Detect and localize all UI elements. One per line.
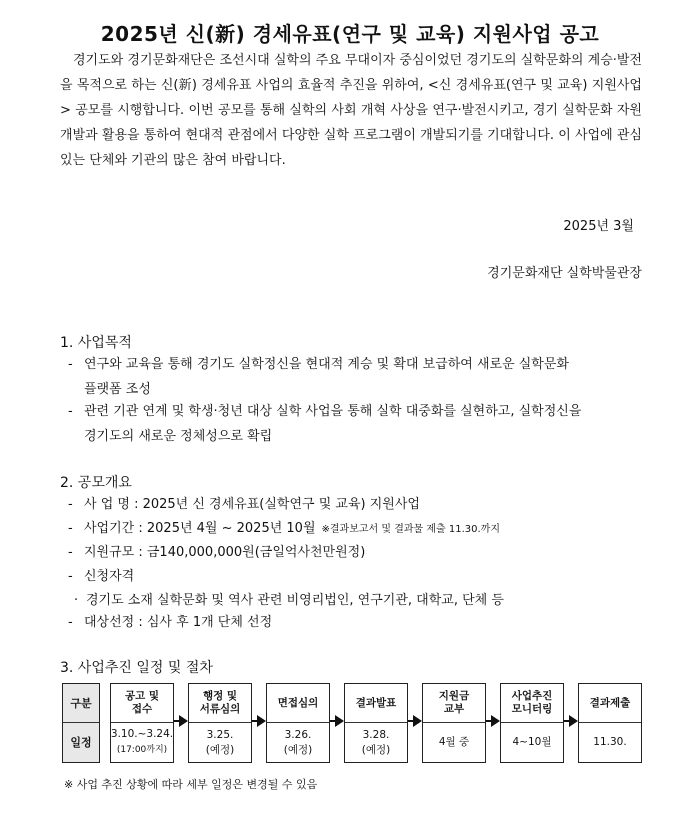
- step-name: 면접심의: [277, 696, 319, 709]
- announcement-date: 2025년 3월: [563, 219, 634, 234]
- issuing-organization: 경기문화재단 실학박물관장: [487, 266, 642, 281]
- arrow-right-icon: [491, 715, 500, 727]
- step-name: 사업추진 모니터링: [511, 690, 553, 715]
- dash-marker: -: [68, 404, 73, 419]
- arrow-right-icon: [257, 715, 266, 727]
- section-heading-purpose: 1. 사업목적: [60, 335, 132, 351]
- row-label-box: [62, 683, 100, 763]
- eligibility-label: 신청자격: [84, 569, 135, 584]
- purpose-item-line1: 관련 기관 연계 및 학생·청년 대상 실학 사업을 통해 실학 대중화를 실현하고, 실학정신을: [84, 404, 582, 419]
- selection-method: 대상선정 : 심사 후 1개 단체 선정: [84, 615, 273, 630]
- row-label-category: 구분: [63, 684, 99, 722]
- step-name: 결과발표: [355, 696, 397, 709]
- step-date: 11.30.: [579, 722, 641, 762]
- project-name: 사 업 명 : 2025년 신 경세유표(실학연구 및 교육) 지원사업: [84, 497, 420, 512]
- schedule-step: [422, 683, 486, 763]
- overview-item-eligibility: - 신청자격: [68, 569, 135, 584]
- schedule-note: ※ 사업 추진 상황에 따라 세부 일정은 변경될 수 있음: [64, 778, 318, 791]
- intro-paragraph: 경기도와 경기문화재단은 조선시대 실학의 주요 무대이자 중심이었던 경기도의 실학문화의 계승·발전을 목적으로 하는 신(新) 경세유표 사업의 효율적 추진을 위하여, <신 경세유표(연구 및 교육) 지원사업> 공모를 시행합니다. 이번 공모를 통해 실학의 사회 개혁 사상을 연구·발전시키고, 경기 실학문화 자원 개발과 활용을 통하여 현대적 관점에서 다양한 실학 프로그램이 개발되기를 기대합니다. 이 사업에 관심 있는 단체와 기관의 많은 참여 바랍니다.: [60, 53, 642, 168]
- step-date: 4월 중: [423, 722, 485, 762]
- arrow-right-icon: [335, 715, 344, 727]
- overview-item-name: - 사 업 명 : 2025년 신 경세유표(실학연구 및 교육) 지원사업: [68, 497, 420, 512]
- support-scale: 지원규모 : 금140,000,000원(금일억사천만원정): [84, 545, 366, 560]
- overview-item-scale: - 지원규모 : 금140,000,000원(금일억사천만원정): [68, 545, 366, 560]
- step-date: 3.26. (예정): [267, 722, 329, 762]
- project-period: 사업기간 : 2025년 4월 ~ 2025년 10월: [84, 521, 316, 536]
- section-heading-schedule: 3. 사업추진 일정 및 절차: [60, 660, 213, 676]
- step-name: 결과제출: [589, 696, 631, 709]
- arrow-right-icon: [413, 715, 422, 727]
- purpose-item-line2: 플랫폼 조성: [84, 382, 151, 397]
- step-date: 4~10월: [501, 722, 563, 762]
- purpose-item-line1: 연구와 교육을 통해 경기도 실학정신을 현대적 계승 및 확대 보급하여 새로운 실학문화: [84, 357, 569, 372]
- schedule-step: [344, 683, 408, 763]
- purpose-item: [68, 399, 653, 449]
- eligibility-detail: 경기도 소재 실학문화 및 역사 관련 비영리법인, 연구기관, 대학교, 단체 등: [86, 593, 504, 608]
- step-name: 공고 및 접수: [124, 690, 160, 715]
- dash-marker: -: [68, 357, 73, 372]
- schedule-step: [500, 683, 564, 763]
- schedule-step: [578, 683, 642, 763]
- step-name: 지원금 교부: [438, 690, 470, 715]
- schedule-flow-diagram: [62, 683, 642, 763]
- arrow-right-icon: [179, 715, 188, 727]
- overview-item-selection: - 대상선정 : 심사 후 1개 단체 선정: [68, 615, 273, 630]
- period-note: ※결과보고서 및 결과물 제출 11.30.까지: [321, 524, 500, 535]
- step-date: 3.10.~3.24. (17:00까지): [111, 722, 173, 762]
- overview-item-eligibility-detail: · 경기도 소재 실학문화 및 역사 관련 비영리법인, 연구기관, 대학교, 단체 등: [74, 593, 504, 608]
- arrow-right-icon: [569, 715, 578, 727]
- step-date: 3.25. (예정): [189, 722, 251, 762]
- row-label-schedule: 일정: [63, 722, 99, 762]
- page-title: 2025년 신(新) 경세유표(연구 및 교육) 지원사업 공고: [100, 22, 600, 46]
- overview-item-period: - 사업기간 : 2025년 4월 ~ 2025년 10월 ※결과보고서 및 결과물 제출 11.30.까지: [68, 521, 500, 536]
- purpose-item-line2: 경기도의 새로운 정체성으로 확립: [84, 429, 273, 444]
- purpose-item: [68, 352, 653, 402]
- schedule-step: [110, 683, 174, 763]
- step-date: 3.28. (예정): [345, 722, 407, 762]
- schedule-step: [266, 683, 330, 763]
- schedule-step: [188, 683, 252, 763]
- section-heading-overview: 2. 공모개요: [60, 475, 132, 491]
- step-name: 행정 및 서류심의: [199, 690, 241, 715]
